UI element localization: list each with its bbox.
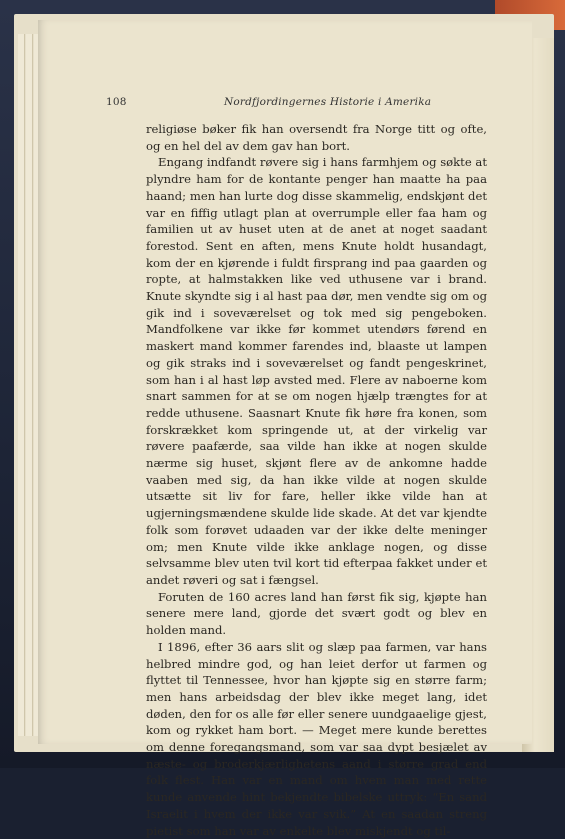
paragraph: I 1896, efter 36 aars slit og slæp paa farmen, var hans helbred mindre god, og han leiet derfor ut farmen og flyttet til Tennessee, hvor han kjøpte sig en større farm; men hans arbeidsdag der blev ikke meget lang, idet døden, den for os alle før eller senere uundgaaelige gjest, kom og rykket ham bort. — Meget mere kunde berettes om denne foregangsmand, som var saa dypt besjælet av næste- og broderkjærlighetens aand i større grad end folk flest. Han var en mand om hvem man med rette kunde anvende hint bekjendte bibelske uttryk: “En sand Israelit i hvem der ikke var svik.” At en saadan streng pietist som han var av enkelte blev miskjendt og til- <box>146 639 487 838</box>
running-title: Nordfjordingernes Historie i Amerika <box>224 96 432 108</box>
page-edge <box>26 34 33 736</box>
body-text <box>146 121 487 839</box>
page-edge <box>18 34 25 736</box>
paragraph: Foruten de 160 acres land han først fik sig, kjøpte han senere mere land, gjorde det svært godt og blev en holden mand. <box>146 589 487 638</box>
paragraph: religiøse bøker fik han oversendt fra Norge titt og ofte, og en hel del av dem gav han bort. <box>146 122 487 153</box>
paragraph: Engang indfandt røvere sig i hans farmhjem og søkte at plyndre ham for de kontante penger han maatte ha paa haand; men han lurte dog disse skammelig, endskjønt det var en fiffig utlagt plan at overrumple eller faa ham og familien ut av huset uten at de anet at noget saadant forestod. Sent en aften, mens Knute holdt husandagt, kom der en kjørende i fuldt firsprang ind paa gaarden og ropte, at halmstakken like ved uthusene var i brand. Knute skyndte sig i al hast paa dør, men vendte sig om og gik ind i soveværelset og tok med sig pengeboken. Mandfolkene var ikke før kommet utendørs førend en maskert mand kommer farendes ind, blaaste ut lampen og gik straks ind i soveværelset og fandt pengeskrinet, som han i al hast løp avsted med. Flere av naboerne kom snart sammen for at se om nogen hjælp trængtes for at redde uthusene. Saasnart Knute fik høre fra konen, som forskrækket kom springende ut, at der virkelig var røvere paafærde, saa vilde han ikke at nogen skulde nærme sig huset, skjønt flere av de ankomne hadde vaaben med sig, da han ikke vilde at nogen skulde utsætte sit liv for fare, heller ikke vilde han at ugjerningsmændene skulde lide skade. At det var kjendte folk som forøvet udaaden var der ikke delte meninger om; men Knute vilde ikke anklage nogen, og disse selvsamme blev uten tvil kort tid efterpaa fakket under et andet røveri og sat i fængsel. <box>146 155 487 587</box>
page-number: 108 <box>106 96 127 108</box>
